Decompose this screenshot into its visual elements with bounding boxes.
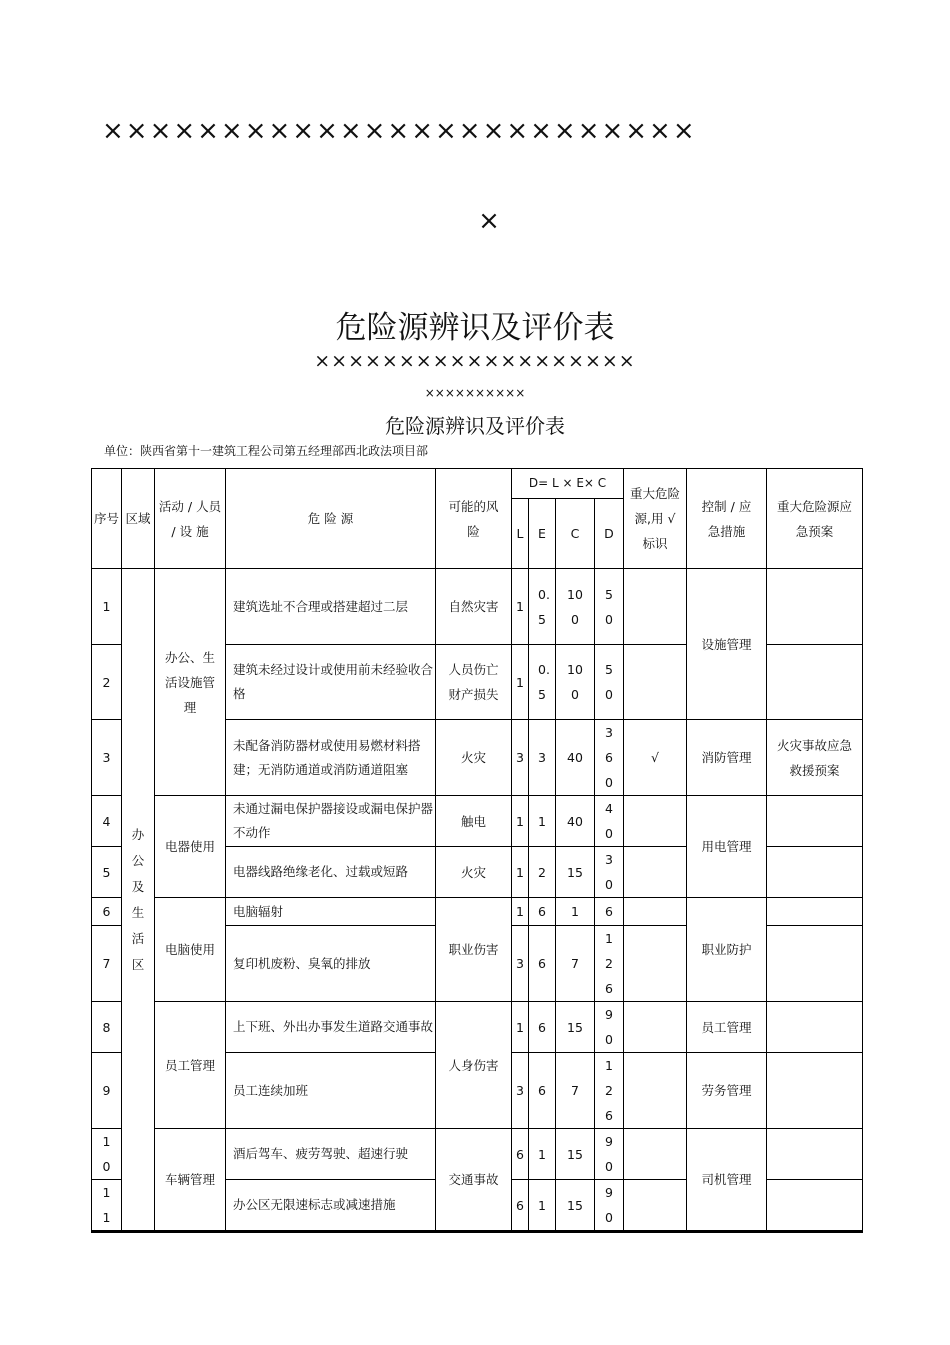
hazard-cell: 建筑选址不合理或搭建超过二层	[226, 569, 436, 645]
D-cell: 50	[595, 569, 624, 645]
E-cell: 6	[529, 898, 556, 926]
seq-cell: 9	[92, 1053, 122, 1129]
risk-cell: 火灾	[436, 720, 512, 796]
E-cell: 1	[529, 1129, 556, 1180]
col-major: 重大危险源,用 √ 标识	[624, 469, 687, 569]
table-row	[92, 1129, 863, 1180]
plan-cell	[767, 926, 863, 1002]
seq-cell: 7	[92, 926, 122, 1002]
major-cell	[624, 1002, 687, 1053]
C-cell: 40	[556, 796, 595, 847]
table-row	[92, 796, 863, 847]
seq-cell: 10	[92, 1129, 122, 1180]
x-line-1: ×××××××××××××××××××××××××	[102, 116, 697, 146]
major-cell	[624, 1129, 687, 1180]
hazard-cell: 员工连续加班	[226, 1053, 436, 1129]
activity-cell: 电器使用	[155, 796, 226, 898]
major-cell: √	[624, 720, 687, 796]
col-risk: 可能的风险	[436, 469, 512, 569]
D-cell: 126	[595, 1053, 624, 1129]
major-cell	[624, 796, 687, 847]
L-cell: 1	[512, 847, 529, 898]
E-cell: 0.5	[529, 645, 556, 720]
L-cell: 3	[512, 720, 529, 796]
plan-cell: 火灾事故应急救援预案	[767, 720, 863, 796]
col-activity: 活动 / 人员 / 设 施	[155, 469, 226, 569]
E-cell: 6	[529, 1053, 556, 1129]
D-cell: 40	[595, 796, 624, 847]
C-cell: 15	[556, 1002, 595, 1053]
x-line-2: ×	[478, 206, 500, 236]
major-cell	[624, 645, 687, 720]
plan-cell	[767, 898, 863, 926]
L-cell: 3	[512, 1053, 529, 1129]
seq-cell: 4	[92, 796, 122, 847]
control-cell: 消防管理	[687, 720, 767, 796]
control-cell: 劳务管理	[687, 1053, 767, 1129]
col-E: E	[529, 499, 556, 569]
col-control: 控制 / 应急措施	[687, 469, 767, 569]
seq-cell: 2	[92, 645, 122, 720]
plan-cell	[767, 847, 863, 898]
hazard-cell: 办公区无限速标志或减速措施	[226, 1180, 436, 1232]
D-cell: 30	[595, 847, 624, 898]
activity-cell: 车辆管理	[155, 1129, 226, 1232]
seq-cell: 6	[92, 898, 122, 926]
D-cell: 6	[595, 898, 624, 926]
risk-cell: 自然灾害	[436, 569, 512, 645]
col-L: L	[512, 499, 529, 569]
control-cell: 职业防护	[687, 898, 767, 1002]
risk-cell: 职业伤害	[436, 898, 512, 1002]
C-cell: 1	[556, 898, 595, 926]
C-cell: 100	[556, 569, 595, 645]
header-row-1	[92, 469, 863, 499]
C-cell: 15	[556, 847, 595, 898]
hazard-cell: 电器线路绝缘老化、过载或短路	[226, 847, 436, 898]
major-cell	[624, 926, 687, 1002]
col-seq: 序号	[92, 469, 122, 569]
plan-cell	[767, 796, 863, 847]
risk-cell: 人员伤亡财产损失	[436, 645, 512, 720]
L-cell: 1	[512, 645, 529, 720]
D-cell: 126	[595, 926, 624, 1002]
table-row	[92, 1002, 863, 1053]
control-cell: 员工管理	[687, 1002, 767, 1053]
col-C: C	[556, 499, 595, 569]
seq-cell: 1	[92, 569, 122, 645]
E-cell: 1	[529, 1180, 556, 1232]
L-cell: 1	[512, 1002, 529, 1053]
L-cell: 1	[512, 569, 529, 645]
E-cell: 0.5	[529, 569, 556, 645]
page-title: 危险源辨识及评价表	[335, 310, 615, 346]
major-cell	[624, 898, 687, 926]
E-cell: 2	[529, 847, 556, 898]
risk-cell: 交通事故	[436, 1129, 512, 1232]
E-cell: 6	[529, 926, 556, 1002]
table-row	[92, 898, 863, 926]
plan-cell	[767, 1002, 863, 1053]
activity-cell: 电脑使用	[155, 898, 226, 1002]
C-cell: 7	[556, 926, 595, 1002]
major-cell	[624, 569, 687, 645]
L-cell: 6	[512, 1129, 529, 1180]
col-plan: 重大危险源应急预案	[767, 469, 863, 569]
D-cell: 90	[595, 1002, 624, 1053]
D-cell: 360	[595, 720, 624, 796]
L-cell: 3	[512, 926, 529, 1002]
plan-cell	[767, 645, 863, 720]
C-cell: 40	[556, 720, 595, 796]
area-cell: 办公及生活区	[122, 569, 155, 1232]
seq-cell: 5	[92, 847, 122, 898]
seq-cell: 11	[92, 1180, 122, 1232]
hazard-cell: 未配备消防器材或使用易燃材料搭建；无消防通道或消防通道阻塞	[226, 720, 436, 796]
major-cell	[624, 1053, 687, 1129]
hazard-cell: 酒后驾车、疲劳驾驶、超速行驶	[226, 1129, 436, 1180]
plan-cell	[767, 1129, 863, 1180]
risk-cell: 火灾	[436, 847, 512, 898]
E-cell: 3	[529, 720, 556, 796]
hazard-cell: 上下班、外出办事发生道路交通事故	[226, 1002, 436, 1053]
C-cell: 100	[556, 645, 595, 720]
table-title: 危险源辨识及评价表	[385, 414, 565, 438]
L-cell: 1	[512, 898, 529, 926]
col-D: D	[595, 499, 624, 569]
control-cell: 用电管理	[687, 796, 767, 898]
col-area: 区域	[122, 469, 155, 569]
x-line-3: ×××××××××××××××××××	[314, 350, 636, 372]
risk-cell: 人身伤害	[436, 1002, 512, 1129]
plan-cell	[767, 569, 863, 645]
L-cell: 6	[512, 1180, 529, 1232]
L-cell: 1	[512, 796, 529, 847]
control-cell: 司机管理	[687, 1129, 767, 1232]
hazard-cell: 电脑辐射	[226, 898, 436, 926]
seq-cell: 8	[92, 1002, 122, 1053]
x-line-4: ××××××××××	[424, 386, 526, 400]
E-cell: 6	[529, 1002, 556, 1053]
D-cell: 90	[595, 1129, 624, 1180]
hazard-cell: 建筑未经过设计或使用前未经验收合格	[226, 645, 436, 720]
unit-label: 单位：陕西省第十一建筑工程公司第五经理部西北政法项目部	[104, 444, 429, 458]
E-cell: 1	[529, 796, 556, 847]
control-cell: 设施管理	[687, 569, 767, 720]
C-cell: 15	[556, 1180, 595, 1232]
D-cell: 90	[595, 1180, 624, 1232]
col-formula: D= L × E× C	[512, 469, 624, 499]
seq-cell: 3	[92, 720, 122, 796]
activity-cell: 办公、生活设施管理	[155, 569, 226, 796]
col-hazard: 危 险 源	[226, 469, 436, 569]
plan-cell	[767, 1053, 863, 1129]
table-row	[92, 569, 863, 645]
D-cell: 50	[595, 645, 624, 720]
hazard-table	[91, 468, 863, 1233]
activity-cell: 员工管理	[155, 1002, 226, 1129]
risk-cell: 触电	[436, 796, 512, 847]
major-cell	[624, 1180, 687, 1232]
C-cell: 15	[556, 1129, 595, 1180]
plan-cell	[767, 1180, 863, 1232]
major-cell	[624, 847, 687, 898]
hazard-cell: 复印机废粉、臭氧的排放	[226, 926, 436, 1002]
C-cell: 7	[556, 1053, 595, 1129]
hazard-cell: 未通过漏电保护器接设或漏电保护器不动作	[226, 796, 436, 847]
